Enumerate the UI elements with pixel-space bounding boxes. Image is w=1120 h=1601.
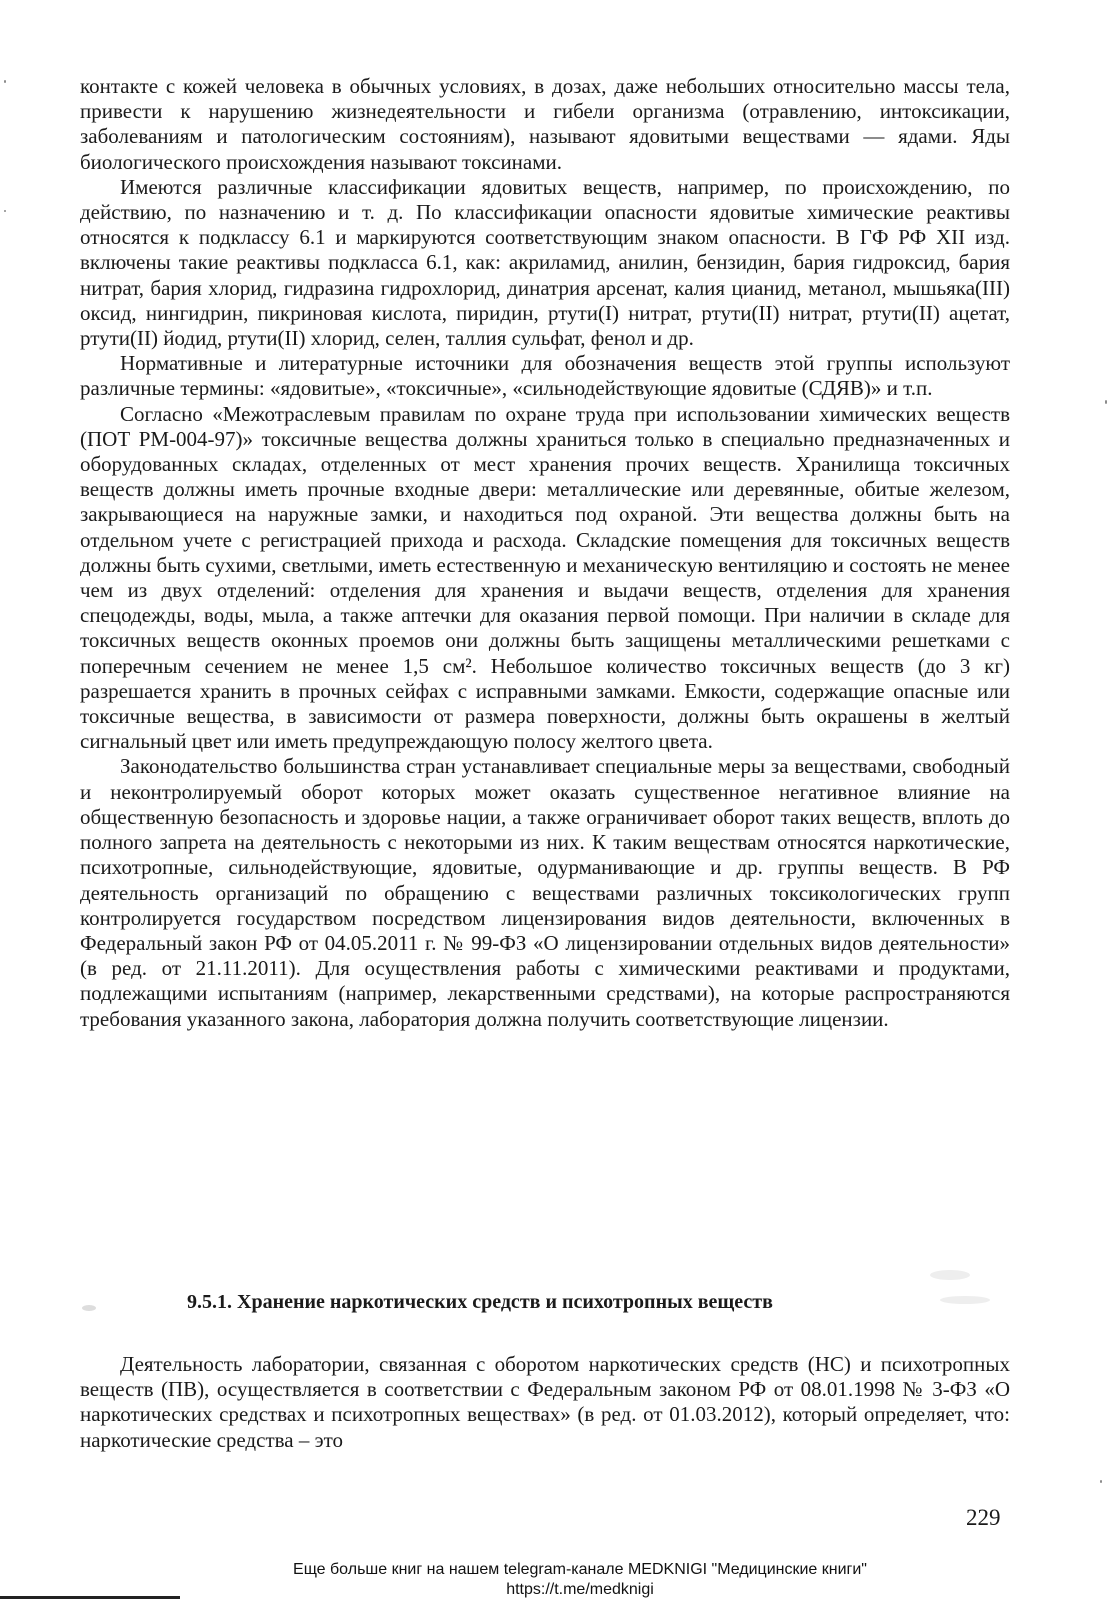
scan-speck — [940, 1296, 990, 1304]
scan-speck — [930, 1270, 970, 1280]
paragraph: контакте с кожей человека в обычных условиях, в дозах, даже небольших относительно массы тела, привести к нарушению жизнедеятельности и гибели организма (отравлению, интоксикации, заболеваниям и патологическим состояниям), называют ядовитыми веществами — ядами. Яды биологического происхождения называют токсинами. — [80, 74, 1010, 174]
footer-line: Еще больше книг на нашем telegram-канале MEDKNIGI "Медицинские книги" — [293, 1561, 867, 1578]
footer-promo — [0, 1560, 1120, 1600]
paragraph: Согласно «Межотраслевым правилам по охране труда при использовании химических веществ (ПОТ РМ-004-97)» токсичные вещества должны храниться только в специально предназначенных и оборудованных складах, отделенных от мест хранения прочих веществ. Хранилища токсичных веществ должны иметь прочные входные двери: металлические или деревянные, обитые железом, закрывающиеся на наружные замки, и находиться под охраной. Эти вещества должны быть на отдельном учете с регистрацией прихода и расхода. Складские помещения для токсичных веществ должны быть сухими, светлыми, иметь естественную и механическую вентиляцию и состоять не менее чем из двух отделений: отделения для хранения и выдачи веществ, отделения для хранения спецодежды, воды, мыла, а также аптечки для оказания первой помощи. При наличии в складе для токсичных веществ оконных проемов они должны быть защищены металлическими решетками с поперечным сечением не менее 1,5 см². Небольшое количество токсичных веществ (до 3 кг) разрешается хранить в прочных сейфах с исправными замками. Емкости, содержащие опасные или токсичные вещества, в зависимости от размера поверхности, должны быть окрашены в желтый сигнальный цвет или иметь предупреждающую полосу желтого цвета. — [80, 401, 1010, 754]
scan-edge-line — [0, 1596, 180, 1599]
section-heading: 9.5.1. Хранение наркотических средств и психотропных веществ — [187, 1291, 773, 1313]
paragraph: Законодательство большинства стран устанавливает специальные меры за веществами, свободный и неконтролируемый оборот которых может оказать существенное негативное влияние на общественную безопасность и здоровье нации, а также ограничивает оборот таких веществ, вплоть до полного запрета на деятельность с некоторыми из них. К таким веществам относятся наркотические, психотропные, сильнодействующие, ядовитые, одурманивающие и др. группы веществ. В РФ деятельность организаций по обращению с веществами различных токсикологических групп контролируется государством посредством лицензирования видов деятельности, включенных в Федеральный закон РФ от 04.05.2011 г. № 99-ФЗ «О лицензировании отдельных видов деятельности» (в ред. от 21.11.2011). Для осуществления работы с химическими реактивами и продуктами, подлежащими испытаниям (например, лекарственными средствами), на которые распространяются требования указанного закона, лаборатория должна получить соответствующие лицензии. — [80, 754, 1010, 1031]
page-number: 229 — [966, 1505, 1001, 1530]
footer-link[interactable]: https://t.me/medknigi — [506, 1581, 654, 1598]
scan-speck — [1100, 1480, 1102, 1483]
scan-speck — [1105, 400, 1107, 404]
scan-speck — [4, 210, 6, 212]
scan-speck — [82, 1305, 96, 1311]
page-body-continued — [80, 1352, 1010, 1453]
page-body — [80, 74, 1010, 1032]
paragraph: Нормативные и литературные источники для обозначения веществ этой группы используют различные термины: «ядовитые», «токсичные», «сильнодействующие ядовитые (СДЯВ)» и т.п. — [80, 351, 1010, 401]
paragraph: Имеются различные классификации ядовитых веществ, например, по происхождению, по действию, по назначению и т. д. По классификации опасности ядовитые химические реактивы относятся к подклассу 6.1 и маркируются соответствующим знаком опасности. В ГФ РФ XII изд. включены такие реактивы подкласса 6.1, как: акриламид, анилин, бензидин, бария гидроксид, бария нитрат, бария хлорид, гидразина гидрохлорид, динатрия арсенат, калия цианид, метанол, мышьяка(III) оксид, нингидрин, пикриновая кислота, пиридин, ртути(I) нитрат, ртути(II) нитрат, ртути(II) ацетат, ртути(II) йодид, ртути(II) хлорид, селен, таллия сульфат, фенол и др. — [80, 174, 1010, 351]
scan-speck — [4, 80, 6, 83]
paragraph: Деятельность лаборатории, связанная с оборотом наркотических средств (НС) и психотропных веществ (ПВ), осуществляется в соответствии с Федеральным законом РФ от 08.01.1998 № 3-ФЗ «О наркотических средствах и психотропных веществах» (в ред. от 01.03.2012), который определяет, что: наркотические средства – это — [80, 1352, 1010, 1452]
